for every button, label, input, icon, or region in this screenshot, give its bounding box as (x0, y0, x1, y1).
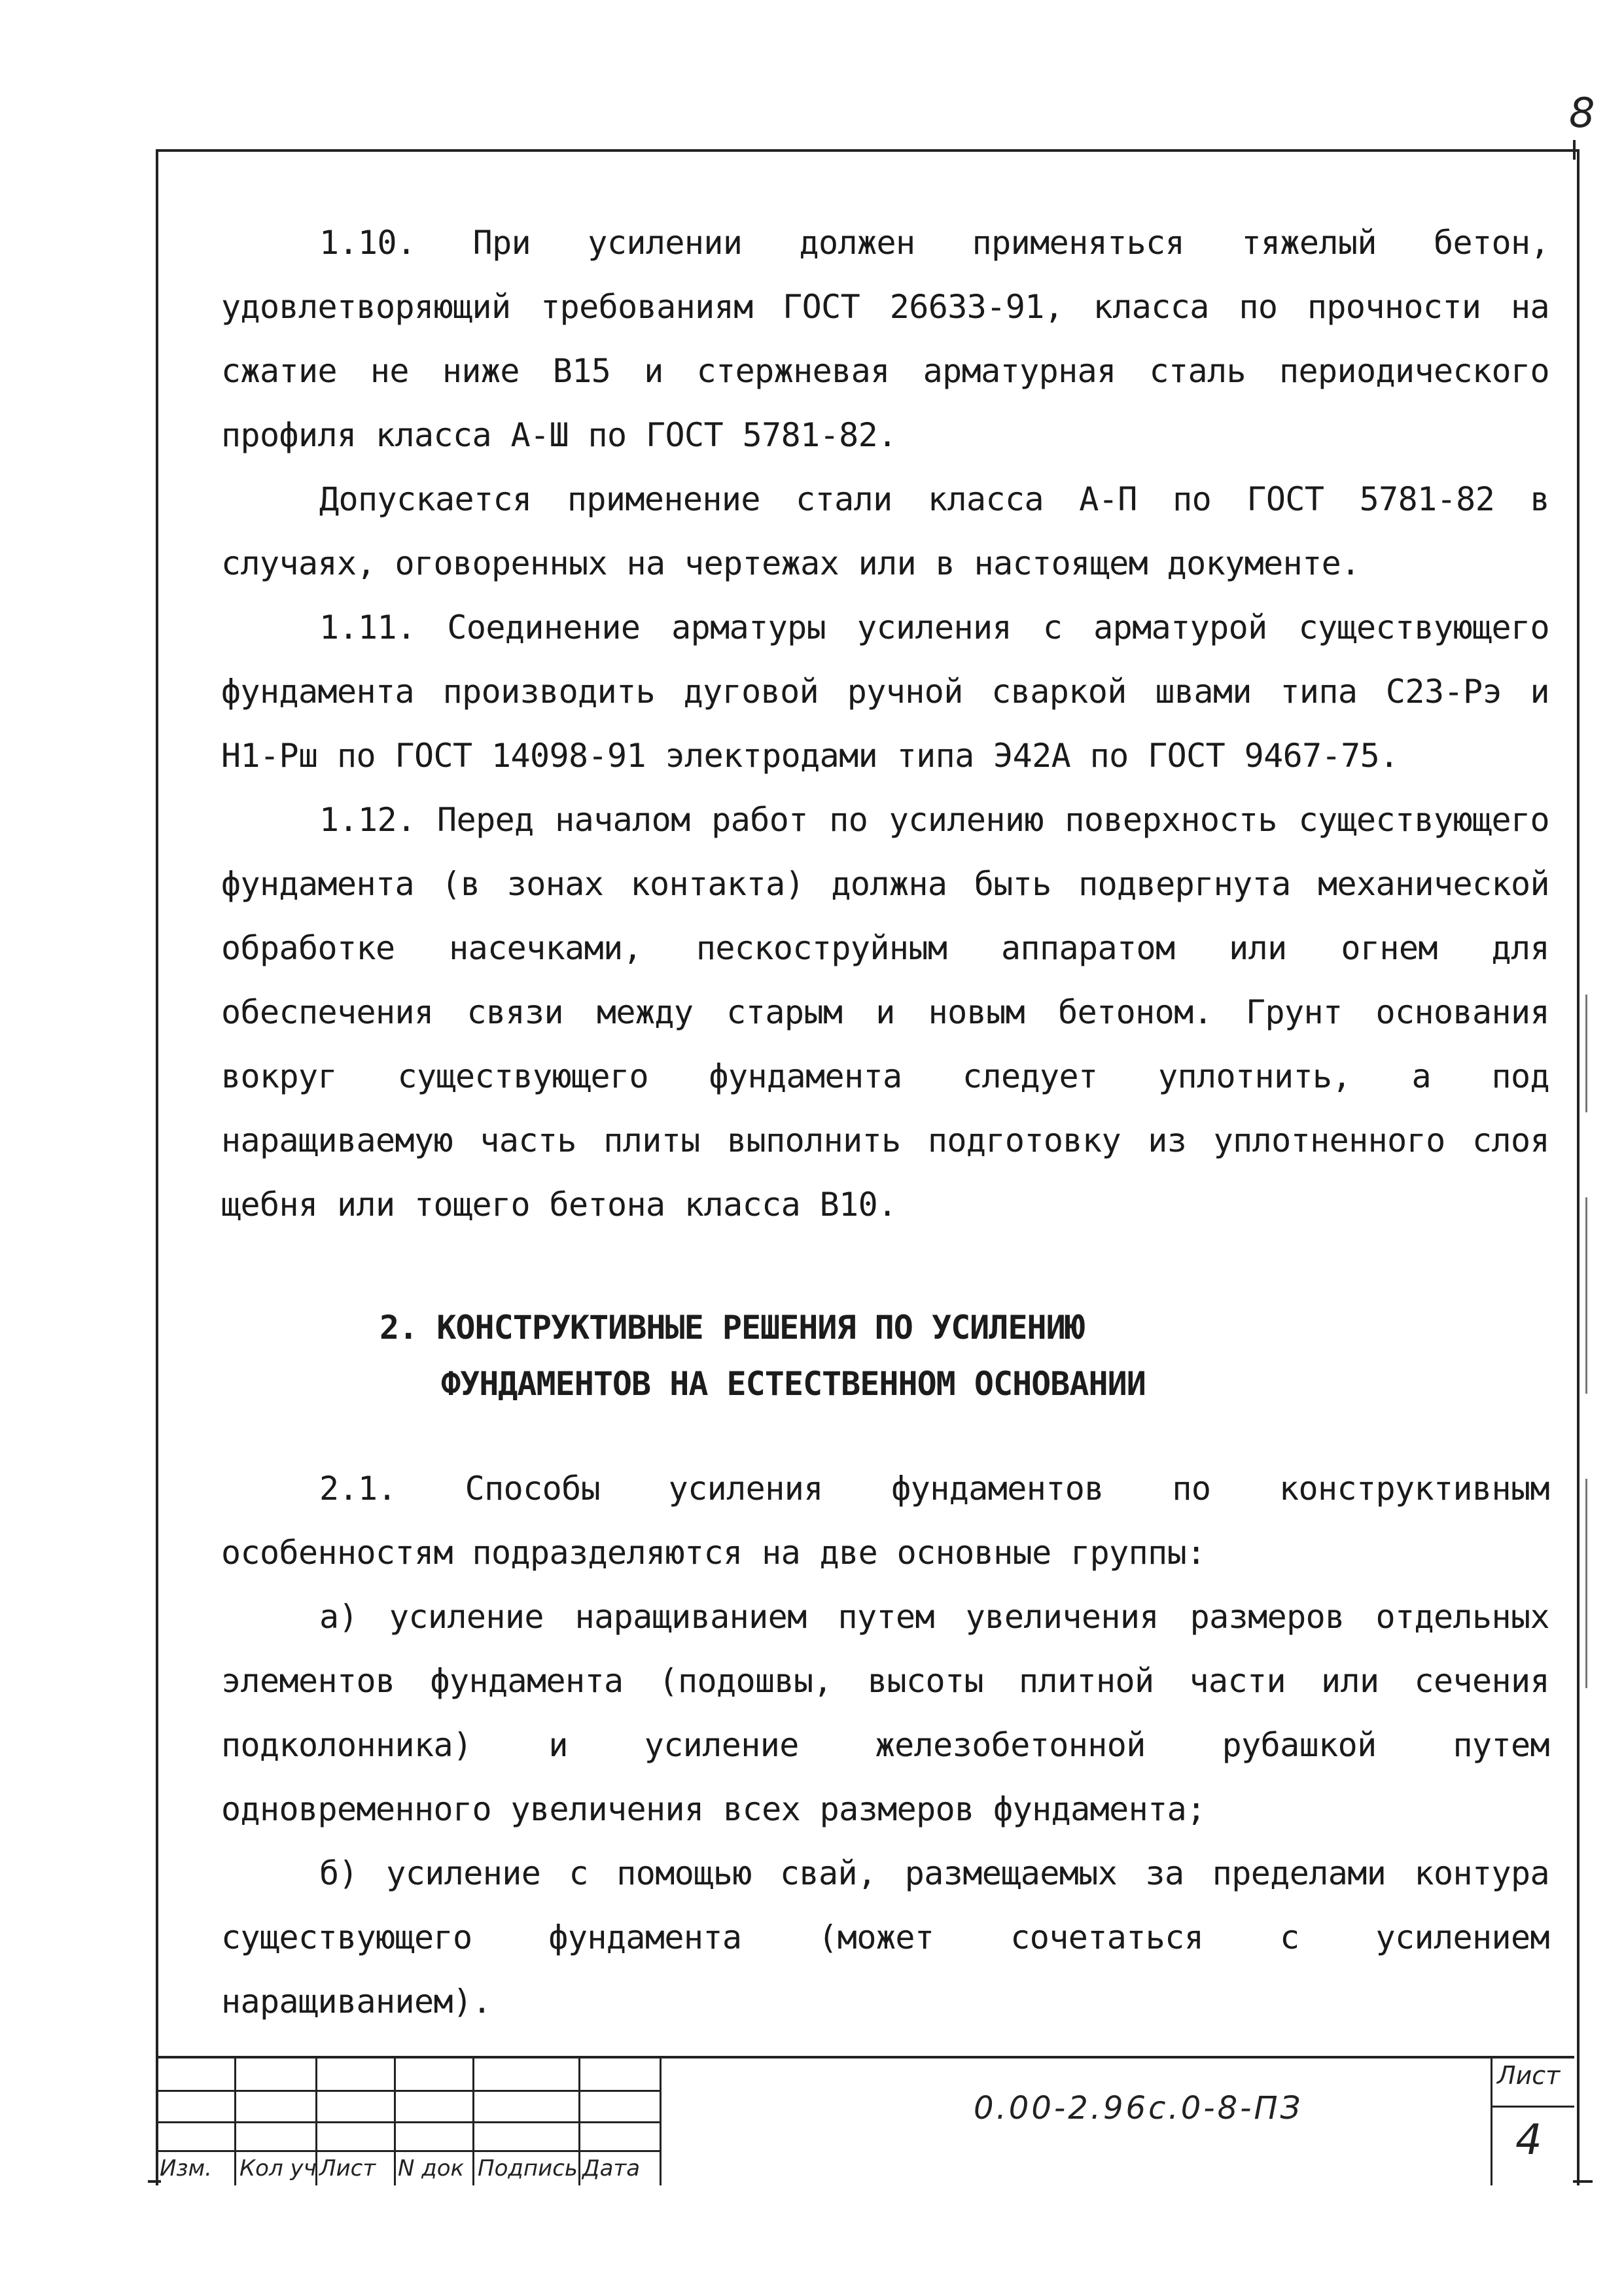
paragraph-1-12: 1.12. Перед началом работ по усилению поверхность существующего фундамента (в зонах контакта) должна быть подвергнута механической обработке насечками, пескоструйным аппаратом или огнем для обеспечения связи между старым и новым бетоном. Грунт основания вокруг существующего фундамента следует уплотнить, а под наращиваемую часть плиты выполнить подготовку из уплотненного слоя щебня или тощего бетона класса В10. (221, 801, 1549, 1224)
paragraph-1-11: 1.11. Соединение арматуры усиления с арматурой существующего фундамента производить дуговой ручной сваркой швами типа С23-Рэ и Н1-Рш по ГОСТ 14098-91 электродами типа Э42А по ГОСТ 9467-75. (221, 609, 1549, 775)
section-heading-line-1: 2. КОНСТРУКТИВНЫЕ РЕШЕНИЯ ПО УСИЛЕНИЮ (380, 1309, 1084, 1347)
section-heading-line-2: ФУНДАМЕНТОВ НА ЕСТЕСТВЕННОМ ОСНОВАНИИ (441, 1365, 1146, 1403)
section-heading (380, 1299, 1361, 1412)
stamp-rule (156, 2121, 660, 2123)
stamp-rule (660, 2058, 662, 2185)
paragraph-2-1: 2.1. Способы усиления фундаментов по конструктивным особенностям подразделяются на две основные группы: (221, 1470, 1549, 1572)
scan-artifact (1585, 995, 1587, 1112)
stamp-label-signature: Подпись (478, 2155, 578, 2181)
stamp-rule (1491, 2106, 1574, 2108)
stamp-rule (578, 2058, 580, 2185)
stamp-label-count: Кол уч (239, 2155, 317, 2181)
sheet-number: 4 (1515, 2116, 1542, 2164)
page-number: 8 (1569, 89, 1595, 137)
paragraph-1-10: 1.10. При усилении должен применяться тяжелый бетон, удовлетворяющий требованиям ГОСТ 26633-91, класса по прочности на сжатие не ниже В15 и стержневая арматурная сталь периодического профиля класса А-Ш по ГОСТ 5781-82. (221, 224, 1549, 454)
frame-tick (1573, 140, 1576, 160)
stamp-label-sheet: Лист (319, 2155, 376, 2181)
stamp-rule (394, 2058, 396, 2185)
stamp-rule (472, 2058, 474, 2185)
sheet-label: Лист (1497, 2061, 1561, 2090)
paragraph-steel-allowance: Допускается применение стали класса А-П по ГОСТ 5781-82 в случаях, оговоренных на чертежах или в настоящем документе. (221, 480, 1549, 582)
stamp-label-doc: N док (398, 2155, 465, 2181)
stamp-label-change: Изм. (160, 2155, 212, 2181)
paragraph-item-b: б) усиление с помощью свай, размещаемых за пределами контура существующего фундамента (может сочетаться с усилением наращиванием). (221, 1854, 1549, 2021)
paragraph-item-a: а) усиление наращиванием путем увеличения размеров отдельных элементов фундамента (подошвы, высоты плитной части или сечения подколонника) и усиление железобетонной рубашкой путем одновременного увеличения всех размеров фундамента; (221, 1598, 1549, 1828)
stamp-rule (234, 2058, 236, 2185)
stamp-rule (156, 2090, 660, 2092)
scan-artifact (1585, 1479, 1587, 1688)
scan-artifact (1585, 1197, 1587, 1394)
stamp-label-date: Дата (582, 2155, 641, 2181)
stamp-rule (156, 2150, 660, 2152)
document-code: 0.00-2.96с.0-8-ПЗ (974, 2090, 1303, 2127)
stamp-rule (1491, 2058, 1492, 2185)
title-block (156, 2056, 1574, 2185)
frame-tick (1573, 2180, 1593, 2183)
